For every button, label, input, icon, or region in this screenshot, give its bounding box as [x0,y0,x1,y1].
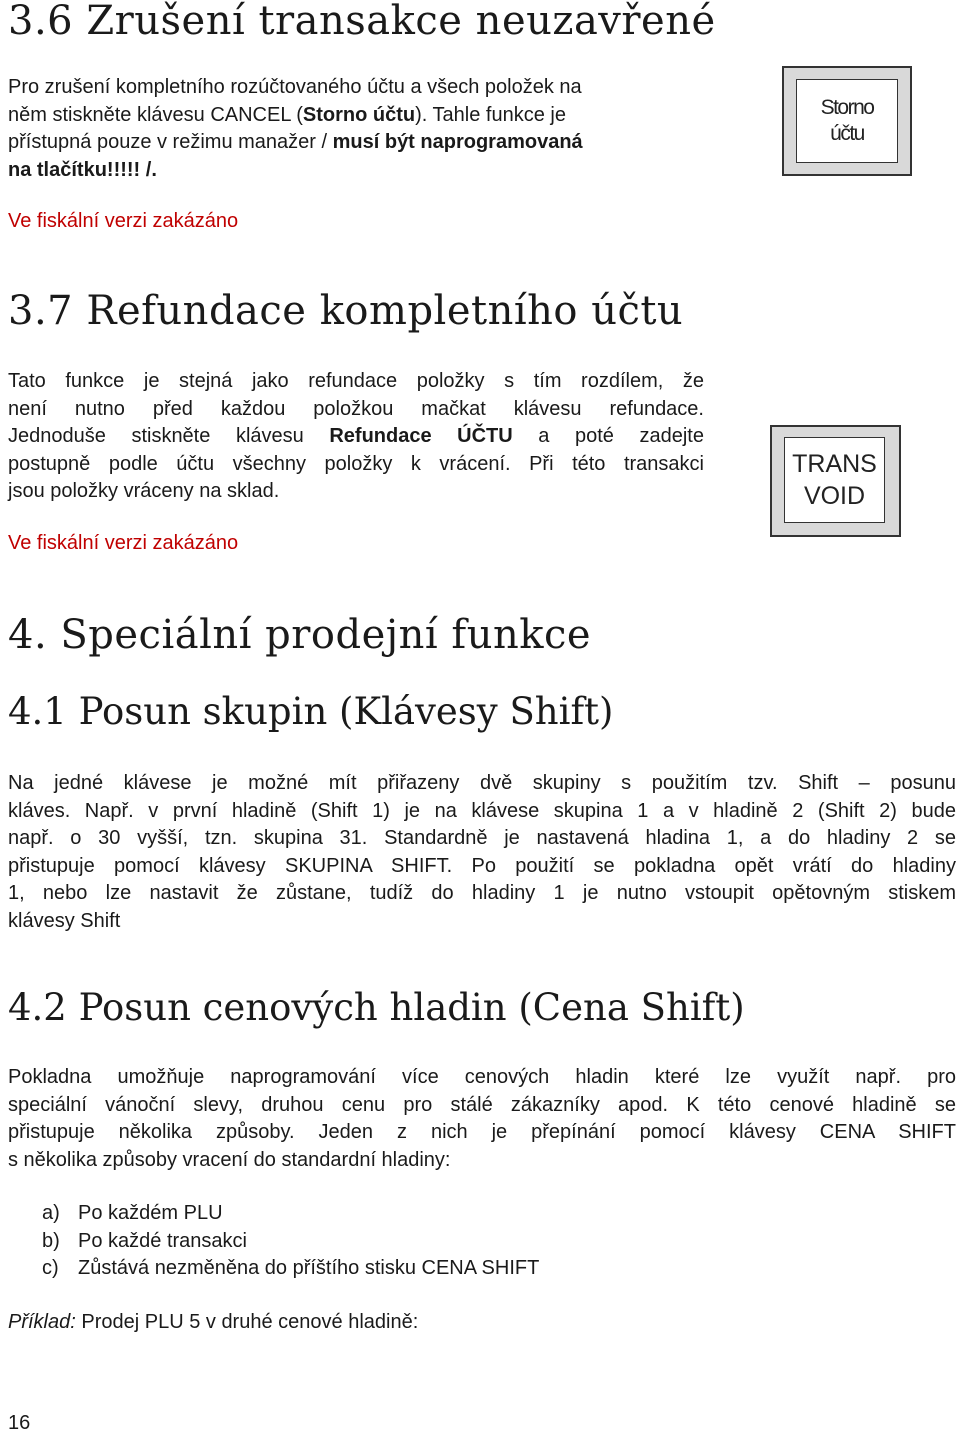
list-item [42,1228,539,1256]
list-item [42,1200,539,1228]
section-heading: 4.2 Posun cenových hladin (Cena Shift) [8,986,745,1029]
fiscal-note: Ve fiskální verzi zakázáno [8,532,239,554]
text-line [8,102,708,130]
example-line [8,1309,418,1337]
text-line: přistupuje několika způsoby. Jeden z nich je přepínání pomocí klávesy CENA SHIFT [8,1121,956,1143]
bold-text: musí být naprogramovaná [332,131,583,153]
text-line [8,157,708,185]
example-text: Prodej PLU 5 v druhé cenové hladině: [75,1311,419,1333]
text-line: přistupuje pomocí klávesy SKUPINA SHIFT. Po použití se pokladna opět vrátí do hladiny [8,854,956,877]
text-line: s několika způsoby vracení do standardní hladiny: [8,1148,451,1171]
text-span: něm stiskněte klávesu CANCEL ( [8,103,303,126]
key-face [796,79,898,163]
text-line: Tato funkce je stejná jako refundace položky s tím rozdílem, že [8,370,704,392]
text-line [8,423,704,451]
example-label: Příklad: [8,1311,76,1333]
chapter-heading: 4. Speciální prodejní funkce [8,612,592,658]
text-line: kláves. Např. v první hladině (Shift 1) je na klávese skupina 1 a v hladině 2 (Shift 2) bude [8,799,956,822]
key-label: TRANS [792,450,877,478]
text-line: Pro zrušení kompletního rozúčtovaného účtu a všech položek na [8,76,582,98]
list-item [42,1255,539,1283]
text-line: postupně podle účtu všechny položky k vrácení. Při této transakci [8,452,704,475]
list-item-text: Po každé transakci [78,1229,247,1252]
key-label: VOID [803,482,866,510]
key-label: účtu [830,122,864,145]
text-span: Jednoduše stiskněte klávesu [8,425,330,447]
text-line: Na jedné klávese je možné mít přiřazeny dvě skupiny s použitím tzv. Shift – posunu [8,772,956,794]
options-list [42,1200,539,1283]
text-span: a poté zadejte [512,425,704,447]
key-face [784,437,885,523]
text-line: klávesy Shift [8,909,121,932]
section-heading: 4.1 Posun skupin (Klávesy Shift) [8,690,614,733]
list-marker: c) [42,1257,59,1279]
text-line: speciální vánoční slevy, druhou cenu pro stálé zákazníky apod. K této cenové hladině se [8,1093,956,1116]
text-span: ). Tahle funkce je [415,103,566,126]
text-line: např. o 30 vyšší, tzn. skupina 31. Standardně je nastavená hladina 1, a do hladiny 2 se [8,827,956,849]
page-number: 16 [8,1412,31,1434]
fiscal-note: Ve fiskální verzi zakázáno [8,210,239,232]
text-line: jsou položky vráceny na sklad. [8,480,280,502]
list-marker: a) [42,1202,60,1224]
section-heading: 3.6 Zrušení transakce neuzavřené [8,0,716,44]
paragraph [8,770,956,935]
text-line: 1, nebo lze nastavit že zůstane, tudíž do hladiny 1 je nutno vstoupit opětovným stiskem [8,882,956,904]
bold-text: Refundace ÚČTU [329,425,513,447]
list-marker: b) [42,1229,60,1252]
text-line: Pokladna umožňuje naprogramování více cenových hladin které lze využít např. pro [8,1066,956,1088]
bold-text: na tlačítku!!!!! /. [8,158,157,181]
storno-key-illustration [782,66,912,176]
section-heading: 3.7 Refundace kompletního účtu [8,288,684,334]
text-span: přístupná pouze v režimu manažer / [8,131,333,153]
list-item-text: Zůstává nezměněna do příštího stisku CENA SHIFT [78,1257,540,1279]
trans-void-key-illustration [770,425,901,537]
paragraph [8,1064,956,1174]
bold-text: Storno účtu [302,103,416,126]
paragraph [8,74,708,184]
key-label: Storno [820,96,874,119]
text-line: není nutno před každou položkou mačkat klávesu refundace. [8,397,704,420]
text-line [8,129,708,157]
list-item-text: Po každém PLU [78,1202,223,1224]
paragraph [8,368,704,506]
